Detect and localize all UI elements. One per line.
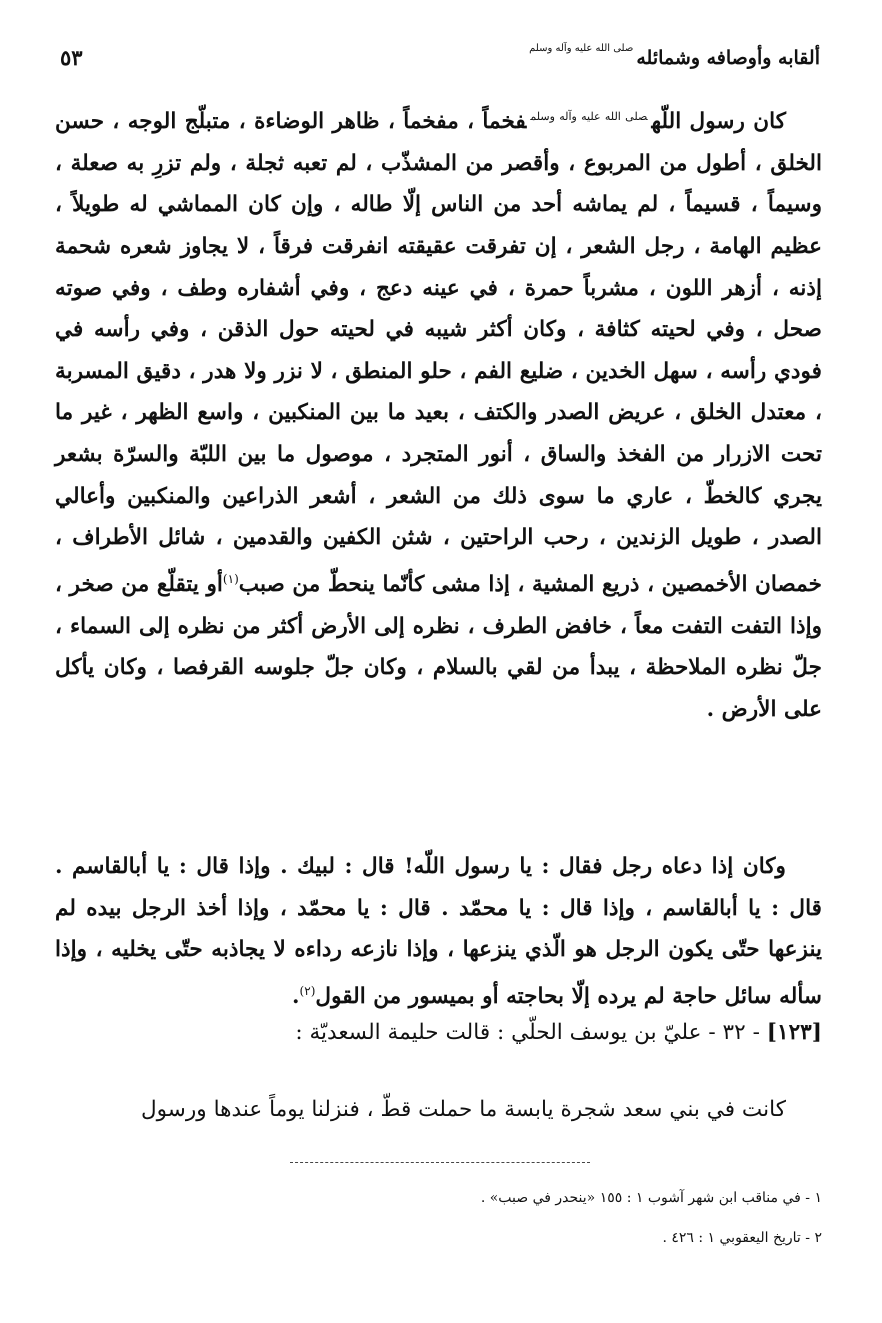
paragraph-text: أو يتقلّع من صخر ، وإذا التفت التفت معاً ، خافض الطرف ، نظره إلى الأرض أكثر من نظره إلى السماء ، جلّ نظره الملاحظة ، يبدأ من لقي بالسلام ، وكان جلّ جلوسه القرفصا ، وكان يأكل على الأرض . xyxy=(55,571,822,722)
paragraph-text: كانت في بني سعد شجرة يابسة ما حملت قطّ ، فنزلنا يوماً عندها ورسول xyxy=(140,1097,786,1122)
paragraph-text: وكان إذا دعاه رجل فقال : يا رسول اللّه! قال : لبيك . وإذا قال : يا أبالقاسم . قال : يا أبالقاسم ، وإذا قال : يا محمّد . قال : يا محمّد ، وإذا أخذ الرجل بيده لم ينزعها حتّى يكون الرجل هو الّذي ينزعها ، وإذا نازعه رداءه لا يجاذبه حتّى يخليه ، وإذا سأله سائل حاجة لم يرده إلّا بحاجته أو بميسور من القول xyxy=(55,854,822,1009)
paragraph-narration xyxy=(55,1090,822,1130)
paragraph-description xyxy=(55,96,822,730)
pbuh-honorific-icon: صلى الله عليه وآله وسلم xyxy=(530,110,648,123)
narration-number: [١٢٣] xyxy=(766,1020,822,1045)
footnote-ref-1: (١) xyxy=(222,571,239,586)
narration-text: - ٣٢ - عليّ بن يوسف الحلّي : قالت حليمة السعديّة : xyxy=(295,1020,760,1045)
pbuh-honorific-icon: صلى الله عليه وآله وسلم xyxy=(529,43,634,54)
page-number: ٥٣ xyxy=(60,45,83,70)
paragraph-end: . xyxy=(292,983,300,1009)
footnote-separator xyxy=(290,1162,590,1163)
running-header xyxy=(60,42,820,78)
paragraph-text: فخماً ، مفخماً ، ظاهر الوضاءة ، متبلّج الوجه ، حسن الخلق ، أطول من المربوع ، وأقصر من المشذّب ، لم تعبه ثجلة ، ولم تزرِ به صعلة ، وسيماً ، قسيماً ، لم يماشه أحد من الناس إلّا طاله ، وإن كان المماشي له طويلاً ، عظيم الهامة ، رجل الشعر ، إن تفرقت عقيقته انفرقت فرقاً ، لا يجاوز شعره شحمة إذنه ، أزهر اللون ، مشرباً حمرة ، في عينه دعج ، وفي أشفاره وطف ، وفي صوته صحل ، وفي لحيته كثافة ، وكان أكثر شيبه في لحيته حول الذقن ، وفي رأسه في فودي رأسه ، سهل الخدين ، ضليع الفم ، حلو المنطق ، لا نزر ولا هدر ، دقيق المسربة ، معتدل الخلق ، عريض الصدر والكتف ، بعيد ما بين المنكبين ، واسع الظهر ، غير ما تحت الازرار من الفخذ والساق ، أنور المتجرد ، موصول ما بين اللبّة والسرّة بشعر يجري كالخطّ ، عاري ما سوى ذلك من الشعر ، أشعر الذراعين والمنكبين وأعالي الصدر ، طويل الزندين ، رحب الراحتين ، شثن الكفين والقدمين ، شائل الأطراف ، خمصان الأخمصين ، ذريع المشية ، إذا مشى كأنّما ينحطّ من صبب xyxy=(55,109,822,597)
paragraph-manners xyxy=(55,846,822,1018)
footnote-2: ٢ - تاريخ اليعقوبي ١ : ٤٢٦ . xyxy=(662,1230,822,1246)
running-title xyxy=(529,42,820,74)
narration-heading xyxy=(55,1013,822,1053)
paragraph-lead: كان رسول اللّه xyxy=(651,109,786,135)
footnote-ref-2: (٢) xyxy=(299,983,316,998)
footnote-1: ١ - في مناقب ابن شهر آشوب ١ : ١٥٥ «ينحدر في صبب» . xyxy=(480,1190,822,1206)
running-title-text: ألقابه وأوصافه وشمائله xyxy=(636,47,820,69)
